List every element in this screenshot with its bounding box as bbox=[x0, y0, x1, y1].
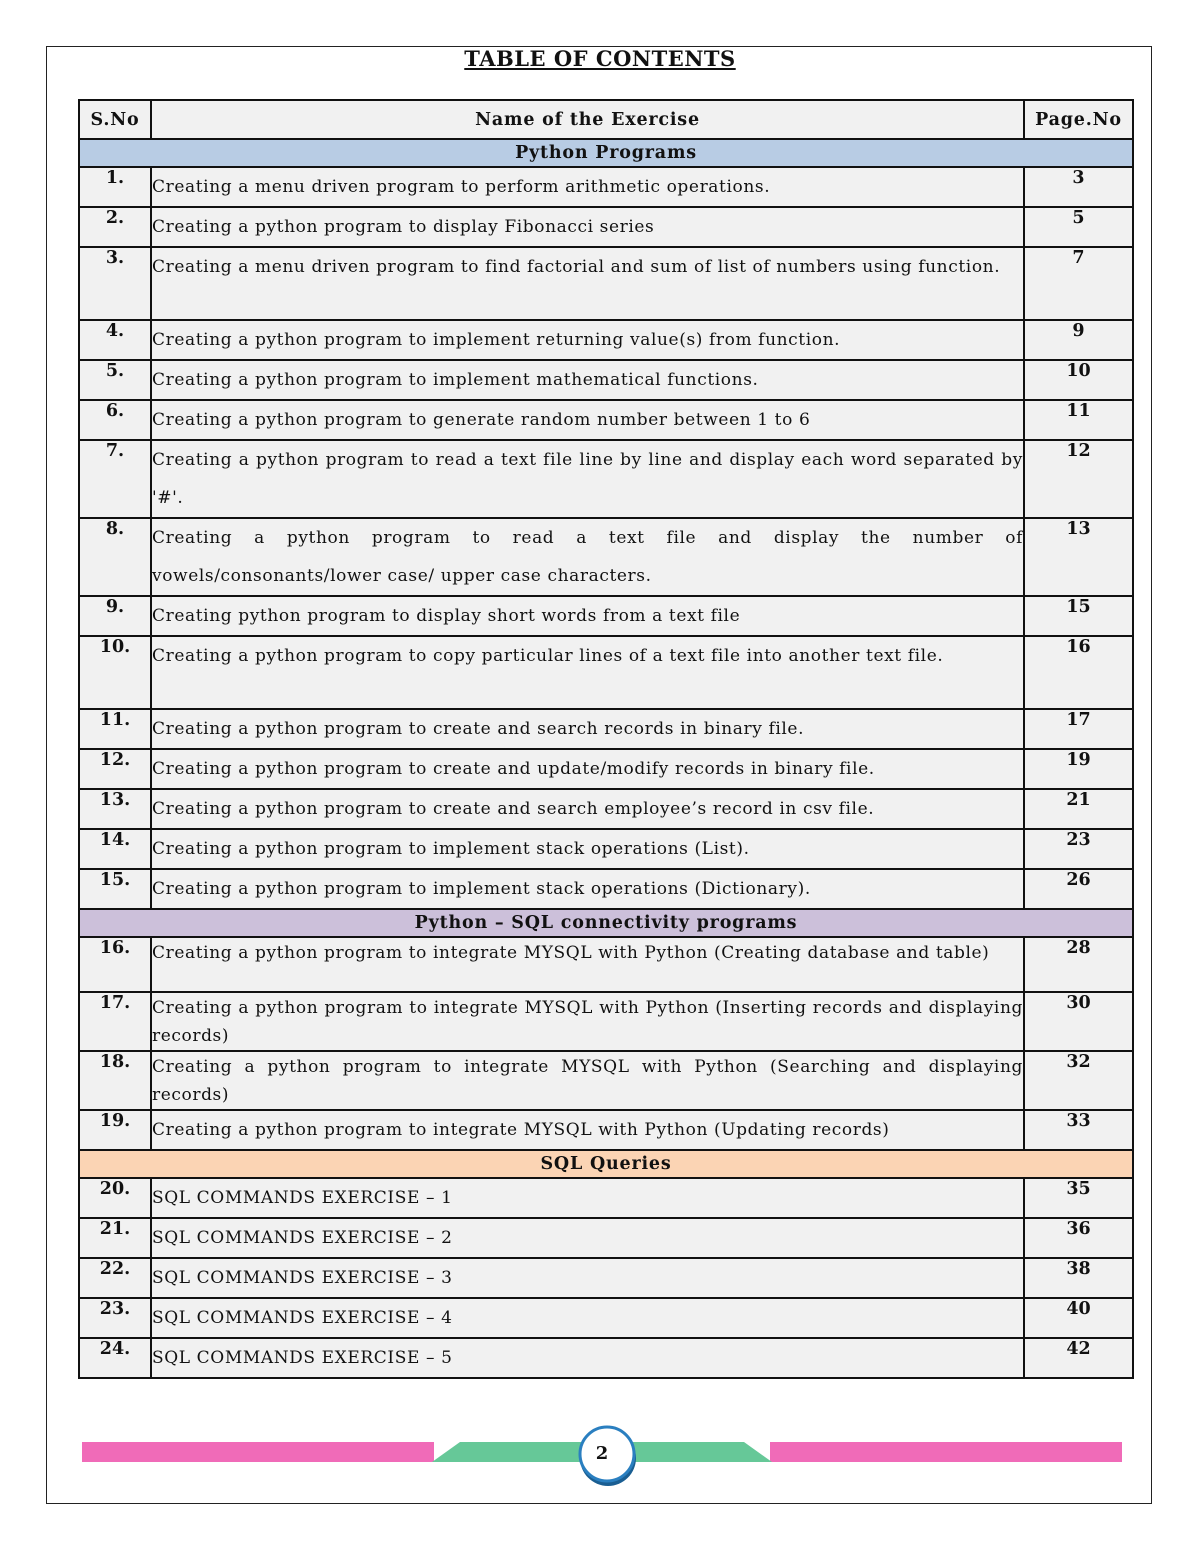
table-row bbox=[79, 400, 1133, 440]
row-sno: 17. bbox=[79, 992, 151, 1051]
row-sno: 12. bbox=[79, 749, 151, 789]
table-row bbox=[79, 1338, 1133, 1378]
row-sno: 7. bbox=[79, 440, 151, 518]
row-sno: 11. bbox=[79, 709, 151, 749]
section-title: SQL Queries bbox=[79, 1150, 1133, 1178]
table-row bbox=[79, 869, 1133, 909]
section-header-python bbox=[79, 139, 1133, 167]
row-page: 11 bbox=[1024, 400, 1133, 440]
row-sno: 13. bbox=[79, 789, 151, 829]
table-row bbox=[79, 709, 1133, 749]
contents-table bbox=[78, 99, 1134, 1379]
page-footer bbox=[80, 1420, 1124, 1490]
table-row bbox=[79, 167, 1133, 207]
table-row bbox=[79, 1051, 1133, 1110]
table-row bbox=[79, 360, 1133, 400]
row-page: 12 bbox=[1024, 440, 1133, 518]
row-page: 28 bbox=[1024, 937, 1133, 992]
table-row bbox=[79, 1298, 1133, 1338]
table-header-row bbox=[79, 100, 1133, 139]
row-page: 17 bbox=[1024, 709, 1133, 749]
row-name: Creating a python program to implement mathematical functions. bbox=[151, 360, 1024, 400]
row-sno: 2. bbox=[79, 207, 151, 247]
row-sno: 10. bbox=[79, 636, 151, 709]
row-sno: 4. bbox=[79, 320, 151, 360]
row-sno: 16. bbox=[79, 937, 151, 992]
row-name: Creating a menu driven program to find factorial and sum of list of numbers using function. bbox=[151, 247, 1024, 320]
row-page: 38 bbox=[1024, 1258, 1133, 1298]
table-row bbox=[79, 789, 1133, 829]
row-name: SQL COMMANDS EXERCISE – 4 bbox=[151, 1298, 1024, 1338]
row-name: Creating a python program to implement stack operations (Dictionary). bbox=[151, 869, 1024, 909]
row-page: 42 bbox=[1024, 1338, 1133, 1378]
row-page: 35 bbox=[1024, 1178, 1133, 1218]
table-row bbox=[79, 937, 1133, 992]
row-sno: 23. bbox=[79, 1298, 151, 1338]
page-number: 2 bbox=[595, 1443, 609, 1464]
section-title: Python – SQL connectivity programs bbox=[79, 909, 1133, 937]
table-row bbox=[79, 1218, 1133, 1258]
row-page: 36 bbox=[1024, 1218, 1133, 1258]
row-name: SQL COMMANDS EXERCISE – 2 bbox=[151, 1218, 1024, 1258]
row-page: 40 bbox=[1024, 1298, 1133, 1338]
row-page: 9 bbox=[1024, 320, 1133, 360]
row-page: 13 bbox=[1024, 518, 1133, 596]
section-header-sql-connectivity bbox=[79, 909, 1133, 937]
row-name: SQL COMMANDS EXERCISE – 1 bbox=[151, 1178, 1024, 1218]
row-sno: 24. bbox=[79, 1338, 151, 1378]
row-page: 3 bbox=[1024, 167, 1133, 207]
row-sno: 5. bbox=[79, 360, 151, 400]
row-name: Creating a python program to implement stack operations (List). bbox=[151, 829, 1024, 869]
table-row bbox=[79, 518, 1133, 596]
row-sno: 8. bbox=[79, 518, 151, 596]
page-title: TABLE OF CONTENTS bbox=[464, 46, 736, 71]
table-row bbox=[79, 1110, 1133, 1150]
row-page: 33 bbox=[1024, 1110, 1133, 1150]
row-name: Creating a python program to create and search employee’s record in csv file. bbox=[151, 789, 1024, 829]
table-row bbox=[79, 320, 1133, 360]
section-title: Python Programs bbox=[79, 139, 1133, 167]
row-page: 23 bbox=[1024, 829, 1133, 869]
table-row bbox=[79, 1258, 1133, 1298]
row-name: Creating a python program to integrate MYSQL with Python (Searching and displaying records) bbox=[151, 1051, 1024, 1110]
row-page: 16 bbox=[1024, 636, 1133, 709]
row-name: SQL COMMANDS EXERCISE – 3 bbox=[151, 1258, 1024, 1298]
row-sno: 18. bbox=[79, 1051, 151, 1110]
row-name: Creating a python program to read a text file and display the number of vowels/consonants/lower case/ upper case characters. bbox=[151, 518, 1024, 596]
row-sno: 15. bbox=[79, 869, 151, 909]
table-row bbox=[79, 992, 1133, 1051]
row-sno: 20. bbox=[79, 1178, 151, 1218]
table-row bbox=[79, 636, 1133, 709]
table-row bbox=[79, 247, 1133, 320]
header-page: Page.No bbox=[1024, 100, 1133, 139]
table-row bbox=[79, 829, 1133, 869]
row-page: 10 bbox=[1024, 360, 1133, 400]
header-name: Name of the Exercise bbox=[151, 100, 1024, 139]
row-sno: 21. bbox=[79, 1218, 151, 1258]
row-name: Creating a python program to create and search records in binary file. bbox=[151, 709, 1024, 749]
row-page: 21 bbox=[1024, 789, 1133, 829]
row-page: 32 bbox=[1024, 1051, 1133, 1110]
row-name: Creating a python program to integrate MYSQL with Python (Updating records) bbox=[151, 1110, 1024, 1150]
row-name: Creating python program to display short words from a text file bbox=[151, 596, 1024, 636]
row-sno: 9. bbox=[79, 596, 151, 636]
row-sno: 3. bbox=[79, 247, 151, 320]
row-name: Creating a python program to display Fibonacci series bbox=[151, 207, 1024, 247]
row-page: 7 bbox=[1024, 247, 1133, 320]
row-name: Creating a python program to integrate MYSQL with Python (Creating database and table) bbox=[151, 937, 1024, 992]
row-name: Creating a python program to read a text file line by line and display each word separated by '#'. bbox=[151, 440, 1024, 518]
row-page: 15 bbox=[1024, 596, 1133, 636]
header-sno: S.No bbox=[79, 100, 151, 139]
row-sno: 14. bbox=[79, 829, 151, 869]
row-page: 26 bbox=[1024, 869, 1133, 909]
table-row bbox=[79, 207, 1133, 247]
section-header-sql-queries bbox=[79, 1150, 1133, 1178]
row-sno: 1. bbox=[79, 167, 151, 207]
row-name: Creating a python program to create and update/modify records in binary file. bbox=[151, 749, 1024, 789]
row-sno: 6. bbox=[79, 400, 151, 440]
row-page: 30 bbox=[1024, 992, 1133, 1051]
table-row bbox=[79, 1178, 1133, 1218]
row-sno: 22. bbox=[79, 1258, 151, 1298]
row-name: Creating a python program to generate random number between 1 to 6 bbox=[151, 400, 1024, 440]
row-page: 5 bbox=[1024, 207, 1133, 247]
row-name: Creating a menu driven program to perform arithmetic operations. bbox=[151, 167, 1024, 207]
table-row bbox=[79, 440, 1133, 518]
table-row bbox=[79, 596, 1133, 636]
row-name: Creating a python program to copy particular lines of a text file into another text file. bbox=[151, 636, 1024, 709]
table-row bbox=[79, 749, 1133, 789]
row-name: Creating a python program to implement returning value(s) from function. bbox=[151, 320, 1024, 360]
row-name: SQL COMMANDS EXERCISE – 5 bbox=[151, 1338, 1024, 1378]
row-sno: 19. bbox=[79, 1110, 151, 1150]
row-page: 19 bbox=[1024, 749, 1133, 789]
row-name: Creating a python program to integrate MYSQL with Python (Inserting records and displaying records) bbox=[151, 992, 1024, 1051]
